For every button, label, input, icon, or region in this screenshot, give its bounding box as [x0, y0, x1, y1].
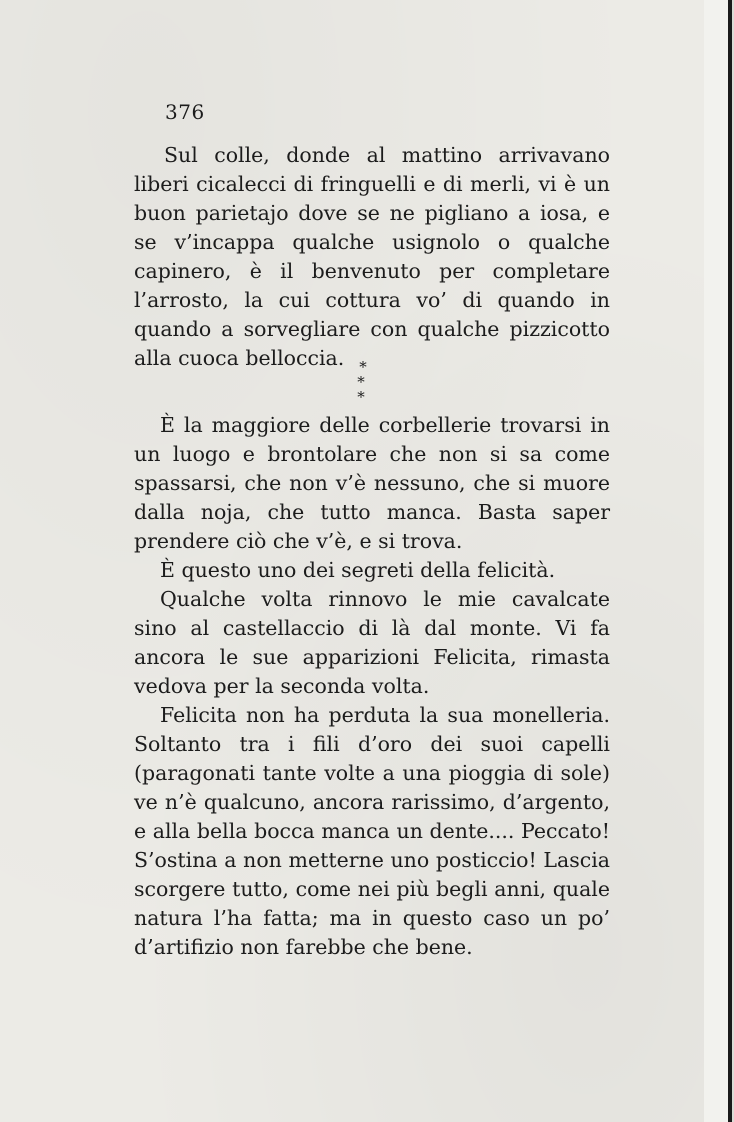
asterism-top: * [359, 358, 367, 376]
paragraph: È questo uno dei segreti della felicità. [160, 558, 556, 582]
page-number: 376 [165, 100, 205, 124]
paragraph: Felicita non ha perduta la sua monelleria. Soltanto tra i fili d’oro dei suoi capelli (paragonati tante volte a una pioggia di sole) ve n’è qualcuno, ancora rarissimo, d’argento, e alla bella bocca manca un dente.... Peccato! S’ostina a non metterne uno posticcio! Lascia scorgere tutto, come nei più begli anni, quale natura l’ha fatta; ma in questo caso un po’ d’artifizio non farebbe che bene. [134, 703, 610, 959]
paragraph: Qualche volta rinnovo le mie cavalcate sino al castellaccio di là dal monte. Vi fa ancora le sue apparizioni Felicita, rimasta vedova per la seconda volta. [134, 587, 610, 698]
page-edge [704, 0, 734, 1122]
paragraph: È la maggiore delle corbellerie trovarsi in un luogo e brontolare che non si sa come spassarsi, che non v’è nessuno, che si muore dalla noja, che tutto manca. Basta saper prendere ciò che v’è, e si trova. [134, 413, 610, 553]
text-block-upper [134, 141, 610, 376]
paragraph: Sul colle, donde al mattino arrivavano liberi cicalecci di fringuelli e di merli, vi è un buon parietajo dove se ne pigliano a iosa, e se v’incappa qualche usignolo o qualche capinero, è il benvenuto per completare l’arrosto, la cui cottura vo’ di quando in quando a sorvegliare con qualche pizzicotto alla cuoca belloccia. [134, 143, 610, 370]
section-break-asterism [348, 358, 378, 406]
text-block-lower [134, 411, 610, 962]
asterism-bottom: * * [357, 373, 369, 406]
